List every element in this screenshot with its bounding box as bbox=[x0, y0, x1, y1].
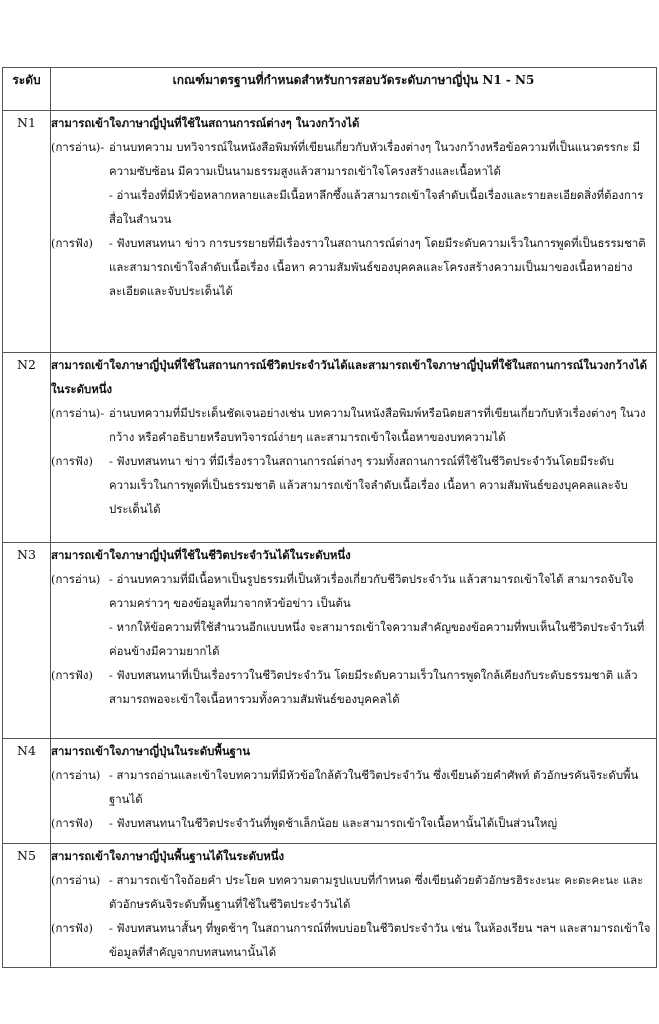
level-cell: N1 bbox=[3, 111, 51, 353]
level-cell: N3 bbox=[3, 543, 51, 739]
listening-text: - ฟังบทสนทนา ข่าว ที่มีเรื่องราวในสถานการณ์ต่างๆ รวมทั้งสถานการณ์ที่ใช้ในชีวิตประจำวันโดยมีระดับความเร็วในการพูดที่เป็นธรรมชาติ แล้วสามารถเข้าใจลำดับเนื้อเรื่อง เนื้อหา ความสัมพันธ์ของบุคคลและจับประเด็นได้ bbox=[109, 454, 628, 516]
reading-entry bbox=[51, 135, 656, 183]
criteria-cell bbox=[51, 353, 657, 543]
reading-text: - อ่านบทความที่มีเนื้อหาเป็นรูปธรรมที่เป็นหัวเรื่องเกี่ยวกับชีวิตประจำวัน แล้วสามารถเข้าใจได้ สามารถจับใจความคร่าวๆ ของข้อมูลที่มาจากหัวข้อข่าว เป็นต้น bbox=[109, 572, 634, 610]
reading-entry bbox=[51, 868, 656, 916]
criteria-column-header: เกณฑ์มาตรฐานที่กำหนดสำหรับการสอบวัดระดับภาษาญี่ปุ่น N1 - N5 bbox=[51, 68, 657, 111]
reading-text: - อ่านเรื่องที่มีหัวข้อหลากหลายและมีเนื้อหาลึกซึ้งแล้วสามารถเข้าใจลำดับเนื้อเรื่องและรายละเอียดสิ่งที่ต้องการสื่อในสำนวน bbox=[109, 188, 644, 226]
listening-text: - ฟังบทสนทนาที่เป็นเรื่องราวในชีวิตประจำวัน โดยมีระดับความเร็วในการพูดใกล้เคียงกับระดับธรรมชาติ แล้วสามารถพอจะเข้าใจเนื้อหารวมทั้งความสัมพันธ์ของบุคคลได้ bbox=[109, 668, 638, 706]
level-summary: สามารถเข้าใจภาษาญี่ปุ่นในระดับพื้นฐาน bbox=[51, 744, 251, 758]
table-row bbox=[3, 111, 657, 353]
level-summary: สามารถเข้าใจภาษาญี่ปุ่นที่ใช้ในสถานการณ์ต่างๆ ในวงกว้างได้ bbox=[51, 116, 360, 130]
table-row bbox=[3, 353, 657, 543]
reading-label-spacer bbox=[51, 615, 109, 663]
level-cell: N2 bbox=[3, 353, 51, 543]
listening-label: (การฟัง) bbox=[51, 454, 93, 468]
listening-text: - ฟังบทสนทนาในชีวิตประจำวันที่พูดช้าเล็กน้อย และสามารถเข้าใจเนื้อหานั้นได้เป็นส่วนใหญ่ bbox=[109, 816, 558, 830]
reading-entry bbox=[51, 763, 656, 811]
reading-label: (การอ่าน)- bbox=[51, 140, 105, 154]
reading-label: (การอ่าน) bbox=[51, 768, 101, 782]
level-column-header: ระดับ bbox=[3, 68, 51, 111]
level-summary: สามารถเข้าใจภาษาญี่ปุ่นพื้นฐานได้ในระดับหนึ่ง bbox=[51, 849, 285, 863]
table-row bbox=[3, 844, 657, 968]
listening-entry bbox=[51, 449, 656, 521]
level-summary: สามารถเข้าใจภาษาญี่ปุ่นที่ใช้ในสถานการณ์ชีวิตประจำวันได้และสามารถเข้าใจภาษาญี่ปุ่นที่ใช้ในสถานการณ์ในวงกว้างได้ในระดับหนึ่ง bbox=[51, 358, 648, 396]
reading-text: - สามารถเข้าใจถ้อยคำ ประโยค บทความตามรูปแบบที่กำหนด ซึ่งเขียนด้วยตัวอักษรฮิระงะนะ คะตะคะนะ และตัวอักษรคันจิระดับพื้นฐานที่ใช้ในชีวิตประจำวันได้ bbox=[109, 873, 644, 911]
table-header-row bbox=[3, 68, 657, 111]
level-summary: สามารถเข้าใจภาษาญี่ปุ่นที่ใช้ในชีวิตประจำวันได้ในระดับหนึ่ง bbox=[51, 548, 351, 562]
reading-entry bbox=[51, 183, 656, 231]
listening-entry bbox=[51, 231, 656, 303]
reading-entry bbox=[51, 567, 656, 615]
listening-label: (การฟัง) bbox=[51, 816, 93, 830]
reading-text: อ่านบทความที่มีประเด็นชัดเจนอย่างเช่น บทความในหนังสือพิมพ์หรือนิตยสารที่เขียนเกี่ยวกับหัวเรื่องต่างๆ ในวงกว้าง หรือคำอธิบายหรือบทวิจารณ์ง่ายๆ และสามารถเข้าใจเนื้อหาของบทความได้ bbox=[109, 406, 646, 444]
reading-label: (การอ่าน)- bbox=[51, 406, 105, 420]
reading-entry bbox=[51, 615, 656, 663]
listening-label: (การฟัง) bbox=[51, 668, 93, 682]
level-cell: N5 bbox=[3, 844, 51, 968]
listening-text: - ฟังบทสนทนาสั้นๆ ที่พูดช้าๆ ในสถานการณ์ที่พบบ่อยในชีวิตประจำวัน เช่น ในห้องเรียน ฯลฯ และสามารถเข้าใจข้อมูลที่สำคัญจากบทสนทนานั้นได้ bbox=[109, 921, 651, 959]
criteria-cell bbox=[51, 739, 657, 844]
listening-text: - ฟังบทสนทนา ข่าว การบรรยายที่มีเรื่องราวในสถานการณ์ต่างๆ โดยมีระดับความเร็วในการพูดที่เป็นธรรมชาติและสามารถเข้าใจลำดับเนื้อเรื่อง เนื้อหา ความสัมพันธ์ของบุคคลและโครงสร้างความเป็นมาของเนื้อหาอย่างละเอียดและจับประเด็นได้ bbox=[109, 236, 646, 298]
criteria-cell bbox=[51, 111, 657, 353]
listening-entry bbox=[51, 811, 656, 835]
reading-text: อ่านบทความ บทวิจารณ์ในหนังสือพิมพ์ที่เขียนเกี่ยวกับหัวเรื่องต่างๆ ในวงกว้างหรือข้อความที่เป็นแนวตรรกะ มีความซับซ้อน มีความเป็นนามธรรมสูงแล้วสามารถเข้าใจโครงสร้างและเนื้อหาได้ bbox=[109, 140, 641, 178]
listening-entry bbox=[51, 663, 656, 711]
criteria-cell bbox=[51, 543, 657, 739]
reading-label: (การอ่าน) bbox=[51, 873, 101, 887]
listening-entry bbox=[51, 916, 656, 964]
table-row bbox=[3, 543, 657, 739]
reading-text: - หากให้ข้อความที่ใช้สำนวนอีกแบบหนึ่ง จะสามารถเข้าใจความสำคัญของข้อความที่พบเห็นในชีวิตประจำวันที่ค่อนข้างมีความยากได้ bbox=[109, 620, 645, 658]
reading-label-spacer bbox=[51, 183, 109, 231]
reading-entry bbox=[51, 401, 656, 449]
level-cell: N4 bbox=[3, 739, 51, 844]
reading-text: - สามารถอ่านและเข้าใจบทความที่มีหัวข้อใกล้ตัวในชีวิตประจำวัน ซึ่งเขียนด้วยคำศัพท์ ตัวอักษรคันจิระดับพื้นฐานได้ bbox=[109, 768, 639, 806]
table-row bbox=[3, 739, 657, 844]
listening-label: (การฟัง) bbox=[51, 236, 93, 250]
reading-label: (การอ่าน) bbox=[51, 572, 101, 586]
jlpt-criteria-table bbox=[2, 67, 657, 968]
criteria-cell bbox=[51, 844, 657, 968]
listening-label: (การฟัง) bbox=[51, 921, 93, 935]
